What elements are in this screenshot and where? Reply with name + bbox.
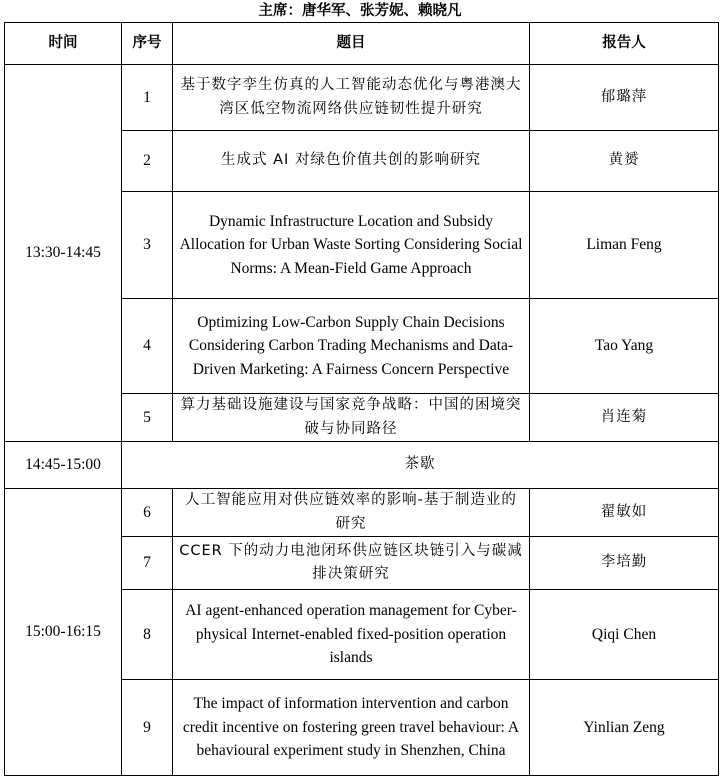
session-chairs: 主席：唐华军、张芳妮、赖晓凡 xyxy=(258,3,462,19)
talk-number: 4 xyxy=(122,299,173,394)
talk-title: Dynamic Infrastructure Location and Subsidy Allocation for Urban Waste Sorting Considering Social Norms: A Mean-Field Game Approach xyxy=(173,192,530,299)
talk-title: 基于数字孪生仿真的人工智能动态优化与粤港澳大湾区低空物流网络供应链韧性提升研究 xyxy=(173,65,530,131)
session-time: 13:30-14:45 xyxy=(5,65,122,442)
talk-number: 8 xyxy=(122,590,173,680)
talk-speaker: Qiqi Chen xyxy=(530,590,719,680)
talk-title: Optimizing Low-Carbon Supply Chain Decisions Considering Carbon Trading Mechanisms and Data-Driven Marketing: A Fairness Concern Perspective xyxy=(173,299,530,394)
break-label: 茶歇 xyxy=(122,442,719,489)
talk-title: 生成式 AI 对绿色价值共创的影响研究 xyxy=(173,131,530,192)
talk-speaker: Liman Feng xyxy=(530,192,719,299)
talk-title: 算力基础设施建设与国家竞争战略：中国的困境突破与协同路径 xyxy=(173,394,530,442)
talk-title: AI agent-enhanced operation management for Cyber-physical Internet-enabled fixed-position operation islands xyxy=(173,590,530,680)
talk-title: 人工智能应用对供应链效率的影响-基于制造业的研究 xyxy=(173,489,530,537)
header-row xyxy=(5,23,719,65)
schedule-table xyxy=(4,22,719,776)
talk-number: 3 xyxy=(122,192,173,299)
header-number: 序号 xyxy=(122,23,173,65)
header-title: 题目 xyxy=(173,23,530,65)
talk-speaker: Yinlian Zeng xyxy=(530,680,719,776)
table-row xyxy=(5,65,719,131)
talk-speaker: 肖连菊 xyxy=(530,394,719,442)
talk-speaker: 郁璐萍 xyxy=(530,65,719,131)
table-row xyxy=(5,489,719,537)
talk-number: 9 xyxy=(122,680,173,776)
talk-number: 6 xyxy=(122,489,173,537)
talk-speaker: 黄赟 xyxy=(530,131,719,192)
talk-title: The impact of information intervention and carbon credit incentive on fostering green travel behaviour: A behavioural experiment study in Shenzhen, China xyxy=(173,680,530,776)
talk-number: 7 xyxy=(122,537,173,590)
talk-speaker: Tao Yang xyxy=(530,299,719,394)
break-row xyxy=(5,442,719,489)
talk-speaker: 翟敏如 xyxy=(530,489,719,537)
header-time: 时间 xyxy=(5,23,122,65)
header-speaker: 报告人 xyxy=(530,23,719,65)
talk-speaker: 李培勤 xyxy=(530,537,719,590)
talk-title: CCER 下的动力电池闭环供应链区块链引入与碳减排决策研究 xyxy=(173,537,530,590)
break-time: 14:45-15:00 xyxy=(5,442,122,489)
talk-number: 2 xyxy=(122,131,173,192)
talk-number: 1 xyxy=(122,65,173,131)
talk-number: 5 xyxy=(122,394,173,442)
session-time: 15:00-16:15 xyxy=(5,489,122,776)
